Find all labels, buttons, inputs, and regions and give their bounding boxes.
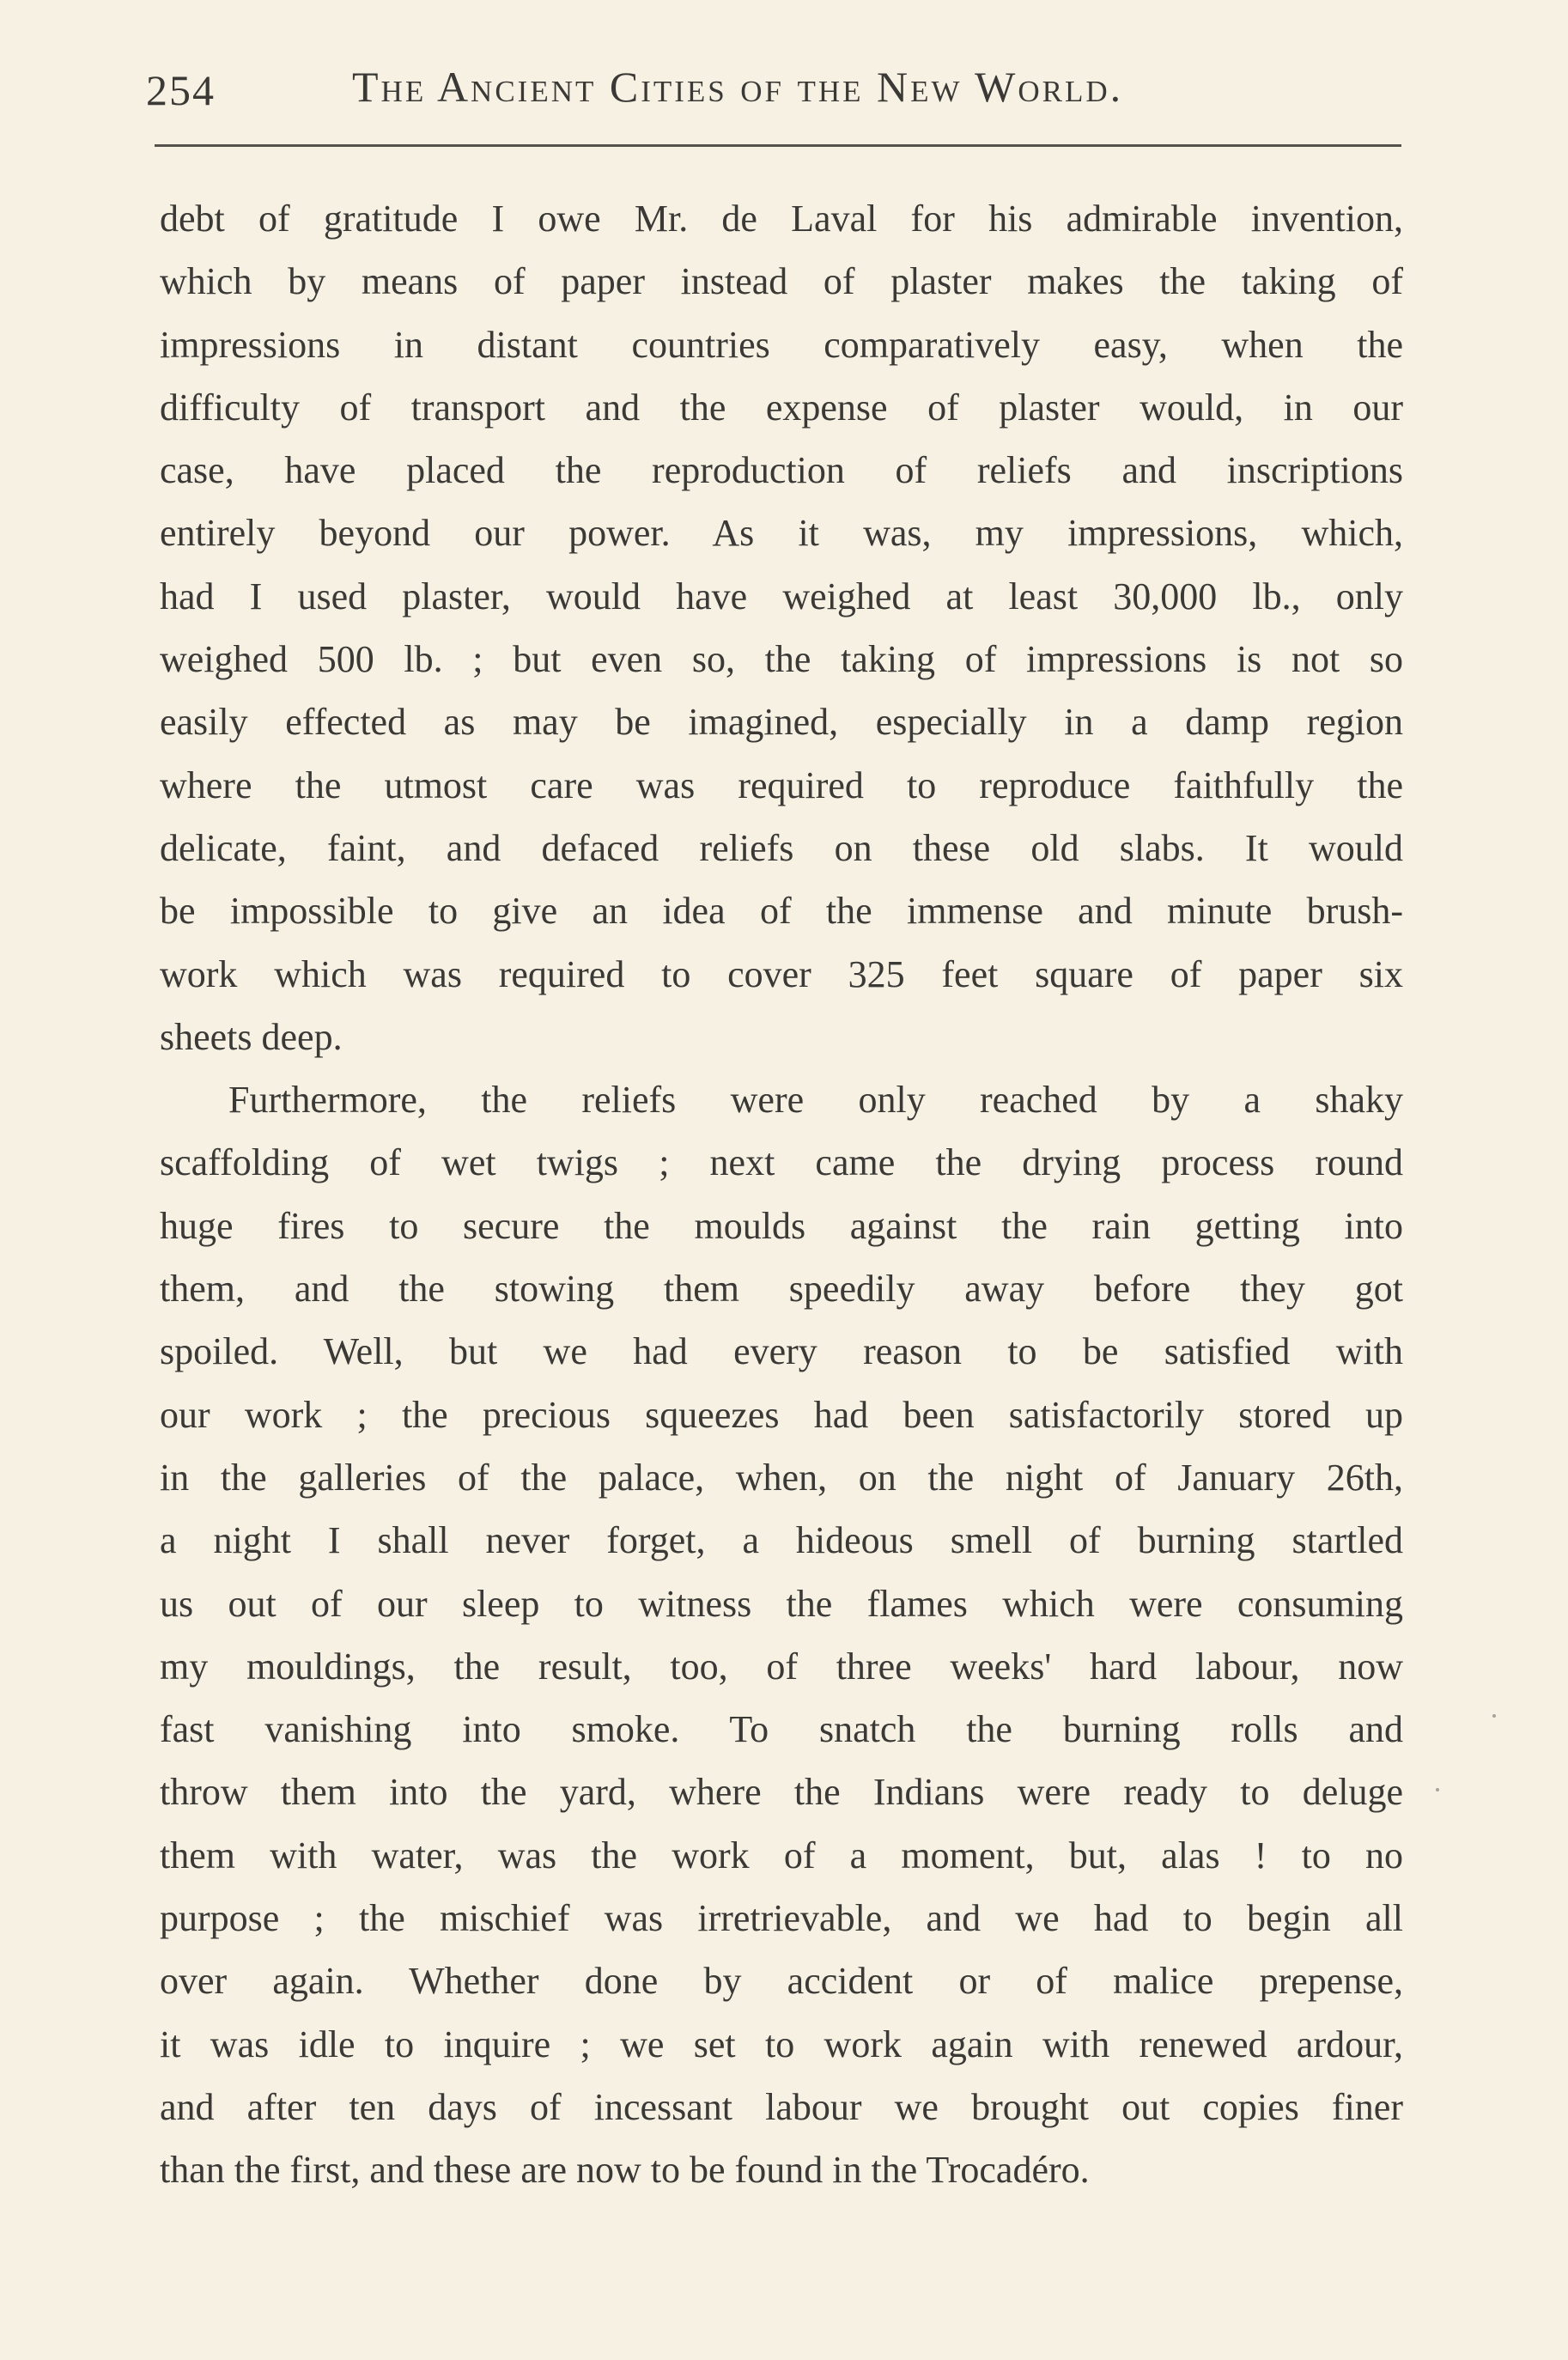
text-line: debt of gratitude I owe Mr. de Laval for his admirable invention, <box>160 198 1403 240</box>
running-head <box>146 62 1400 122</box>
text-line: difficulty of transport and the expense of plaster would, in our <box>160 386 1403 429</box>
header-rule <box>155 144 1401 147</box>
paper-speck <box>1436 1788 1439 1791</box>
text-line: sheets deep. <box>160 1015 343 1058</box>
text-line: delicate, faint, and defaced reliefs on these old slabs. It would <box>160 826 1403 869</box>
page-number: 254 <box>146 66 216 114</box>
text-line: scaffolding of wet twigs ; next came the drying process round <box>160 1141 1403 1184</box>
text-line: and after ten days of incessant labour we brought out copies finer <box>160 2085 1403 2128</box>
running-title: The Ancient Cities of the New World. <box>352 63 1124 111</box>
text-line: fast vanishing into smoke. To snatch the burning rolls and <box>160 1708 1403 1751</box>
text-line: us out of our sleep to witness the flames which were consuming <box>160 1582 1403 1625</box>
text-line: our work ; the precious squeezes had been satisfactorily stored up <box>160 1393 1403 1436</box>
paragraph <box>160 1068 1403 2201</box>
text-line: than the first, and these are now to be found in the Trocadéro. <box>160 2149 1090 2192</box>
text-line: a night I shall never forget, a hideous smell of burning startled <box>160 1519 1403 1562</box>
text-line: entirely beyond our power. As it was, my impressions, which, <box>160 512 1403 555</box>
text-line: weighed 500 lb. ; but even so, the taking of impressions is not so <box>160 638 1403 681</box>
text-line: them with water, was the work of a moment, but, alas ! to no <box>160 1834 1403 1876</box>
text-line: where the utmost care was required to reproduce faithfully the <box>160 763 1403 806</box>
text-line: my mouldings, the result, too, of three weeks' hard labour, now <box>160 1645 1403 1688</box>
text-line: it was idle to inquire ; we set to work again with renewed ardour, <box>160 2022 1403 2065</box>
text-line: impressions in distant countries comparatively easy, when the <box>160 323 1403 366</box>
text-line: spoiled. Well, but we had every reason to be satisfied with <box>160 1330 1403 1373</box>
text-line: be impossible to give an idea of the immense and minute brush- <box>160 890 1403 933</box>
text-line: case, have placed the reproduction of reliefs and inscriptions <box>160 449 1403 492</box>
paper-speck <box>1492 1714 1496 1718</box>
text-line: Furthermore, the reliefs were only reached by a shaky <box>228 1079 1403 1122</box>
text-line: which by means of paper instead of plaster makes the taking of <box>160 260 1403 303</box>
text-line: throw them into the yard, where the Indians were ready to deluge <box>160 1771 1403 1814</box>
body-text <box>160 187 1403 2202</box>
text-line: work which was required to cover 325 feet square of paper six <box>160 952 1403 995</box>
text-line: in the galleries of the palace, when, on the night of January 26th, <box>160 1456 1403 1499</box>
text-line: them, and the stowing them speedily away before they got <box>160 1268 1403 1311</box>
paragraph <box>160 187 1403 1068</box>
text-line: huge fires to secure the moulds against the rain getting into <box>160 1204 1403 1247</box>
text-line: over again. Whether done by accident or of malice prepense, <box>160 1960 1403 2003</box>
text-line: easily effected as may be imagined, especially in a damp region <box>160 701 1403 744</box>
text-line: purpose ; the mischief was irretrievable, and we had to begin all <box>160 1897 1403 1940</box>
text-line: had I used plaster, would have weighed at least 30,000 lb., only <box>160 575 1403 617</box>
